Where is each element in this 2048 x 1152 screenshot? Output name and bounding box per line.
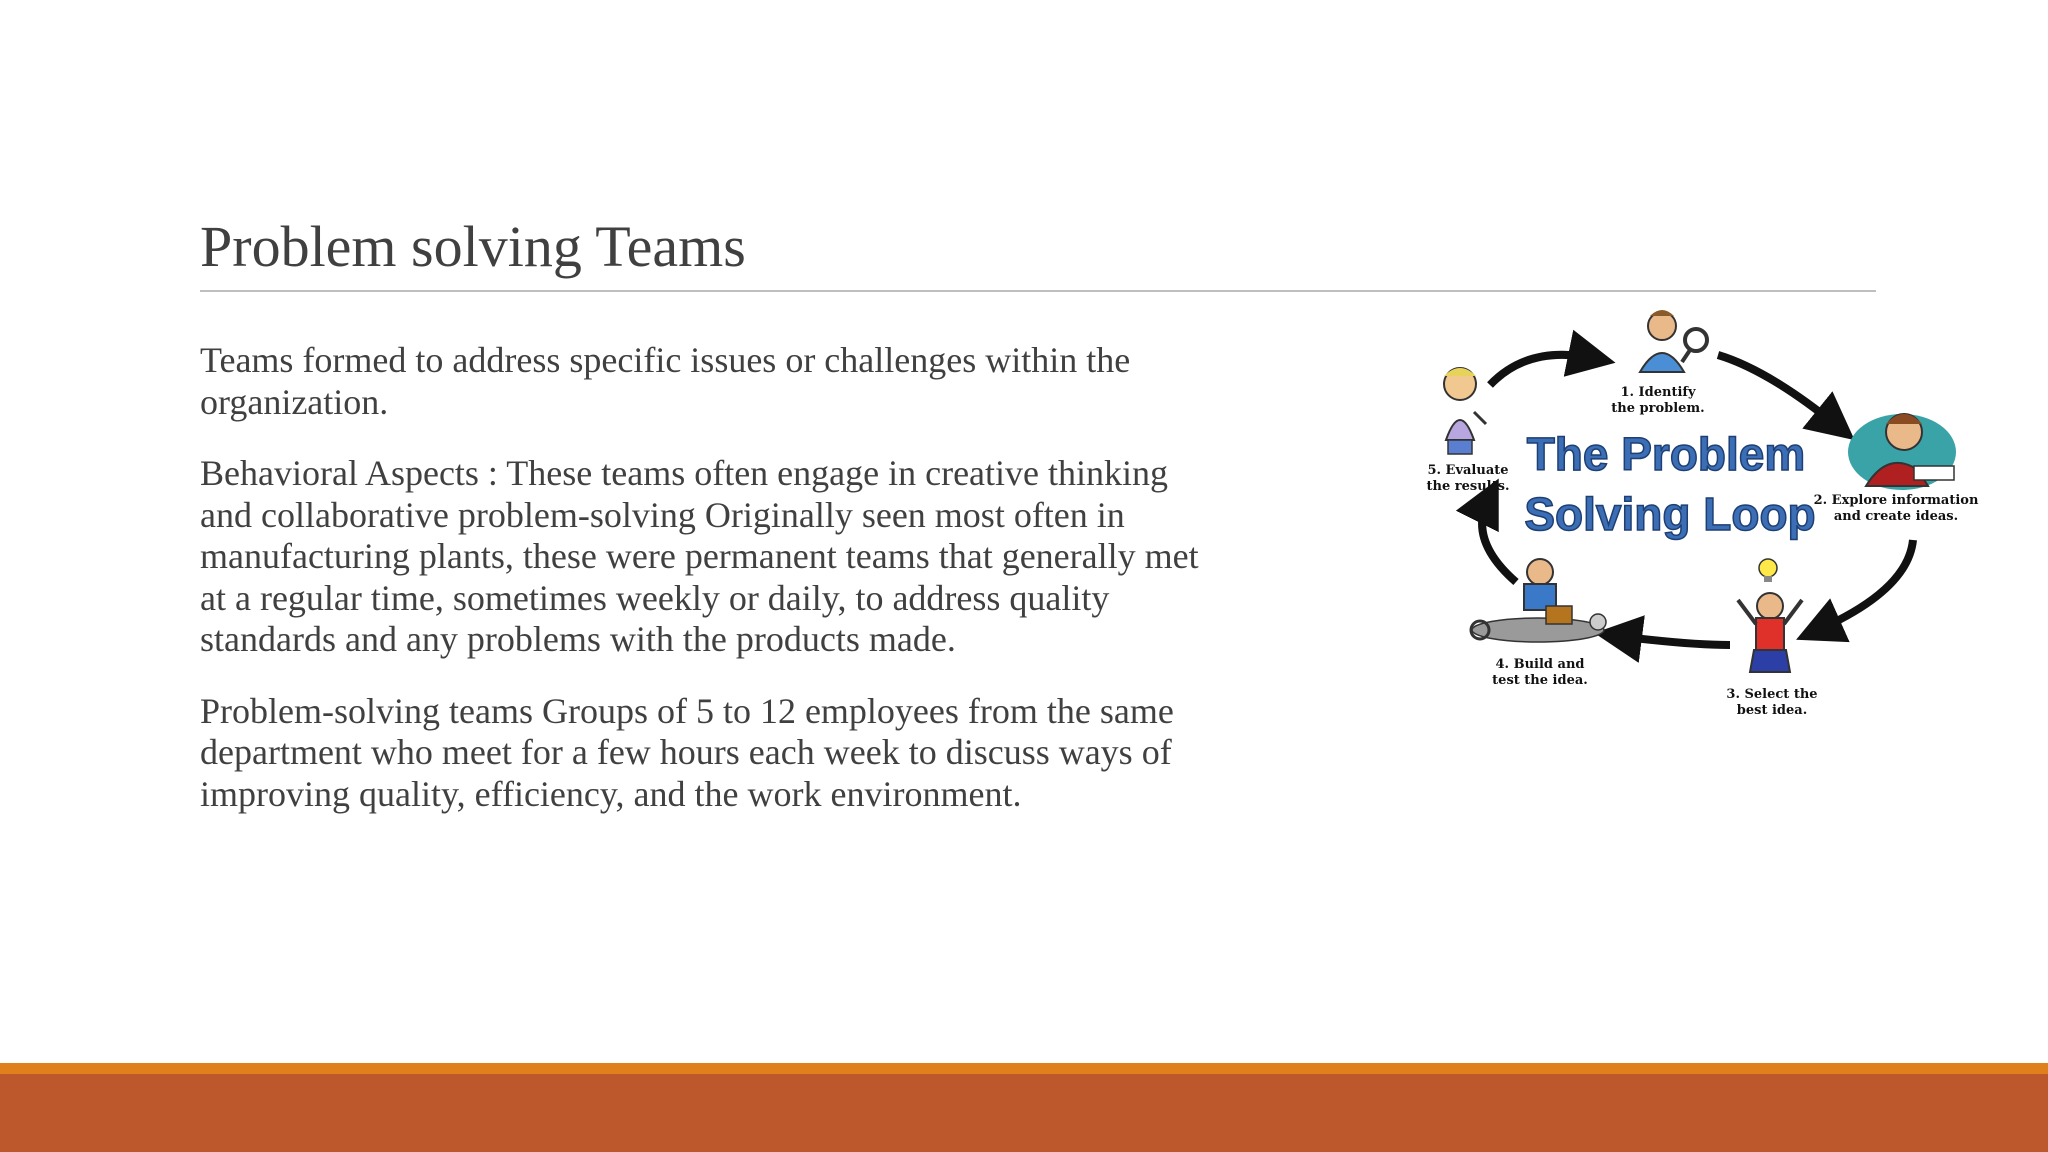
arrow-3-to-4 xyxy=(1618,636,1730,645)
slide-body xyxy=(200,340,1210,845)
step-2-label-line2: and create ideas. xyxy=(1833,509,1959,524)
diagram-title-line2: Solving Loop xyxy=(1524,488,1816,540)
step-4-label-line2: test the idea. xyxy=(1492,673,1588,688)
paragraph-definition: Teams formed to address specific issues or challenges within the organization. xyxy=(200,340,1131,422)
problem-solving-loop-diagram xyxy=(1418,300,1986,728)
paragraph-team-size: Problem-solving teams Groups of 5 to 12 employees from the same department who meet for a few hours each week to discuss ways of improving quality, efficiency, and the work environment. xyxy=(200,690,1174,814)
select-idea-person-icon xyxy=(1738,559,1802,672)
arrow-2-to-3 xyxy=(1818,540,1913,630)
slide-title: Problem solving Teams xyxy=(200,214,746,279)
arrow-4-to-5 xyxy=(1482,500,1516,582)
step-3-label-line2: best idea. xyxy=(1736,703,1808,718)
arrow-1-to-2 xyxy=(1718,355,1836,425)
paragraph-behavioral-aspects: Behavioral Aspects : These teams often engage in creative thinking and collaborative problem-solving Originally seen most often in manufacturing plants, these were permanent teams that generally met at a regular time, sometimes weekly or daily, to address quality standards and any problems with the products made. xyxy=(200,453,1199,659)
footer-accent-bar xyxy=(0,1063,2048,1074)
step-1-label-line2: the problem. xyxy=(1611,401,1705,416)
explore-person-icon xyxy=(1848,414,1956,490)
diagram-title-line1: The Problem xyxy=(1526,428,1806,480)
footer-bar xyxy=(0,1074,2048,1152)
evaluate-person-icon xyxy=(1444,368,1486,454)
identify-person-icon xyxy=(1640,310,1707,372)
step-5-label-line1: 5. Evaluate xyxy=(1427,463,1509,478)
step-4-label-line1: 4. Build and xyxy=(1495,657,1585,672)
title-divider xyxy=(200,290,1876,292)
step-1-label-line1: 1. Identify xyxy=(1620,385,1696,400)
build-test-person-icon xyxy=(1471,559,1606,642)
step-2-label-line1: 2. Explore information xyxy=(1813,493,1979,508)
step-3-label-line1: 3. Select the xyxy=(1726,687,1818,702)
step-5-label-line2: the results. xyxy=(1426,479,1510,494)
arrow-5-to-1 xyxy=(1490,355,1592,385)
